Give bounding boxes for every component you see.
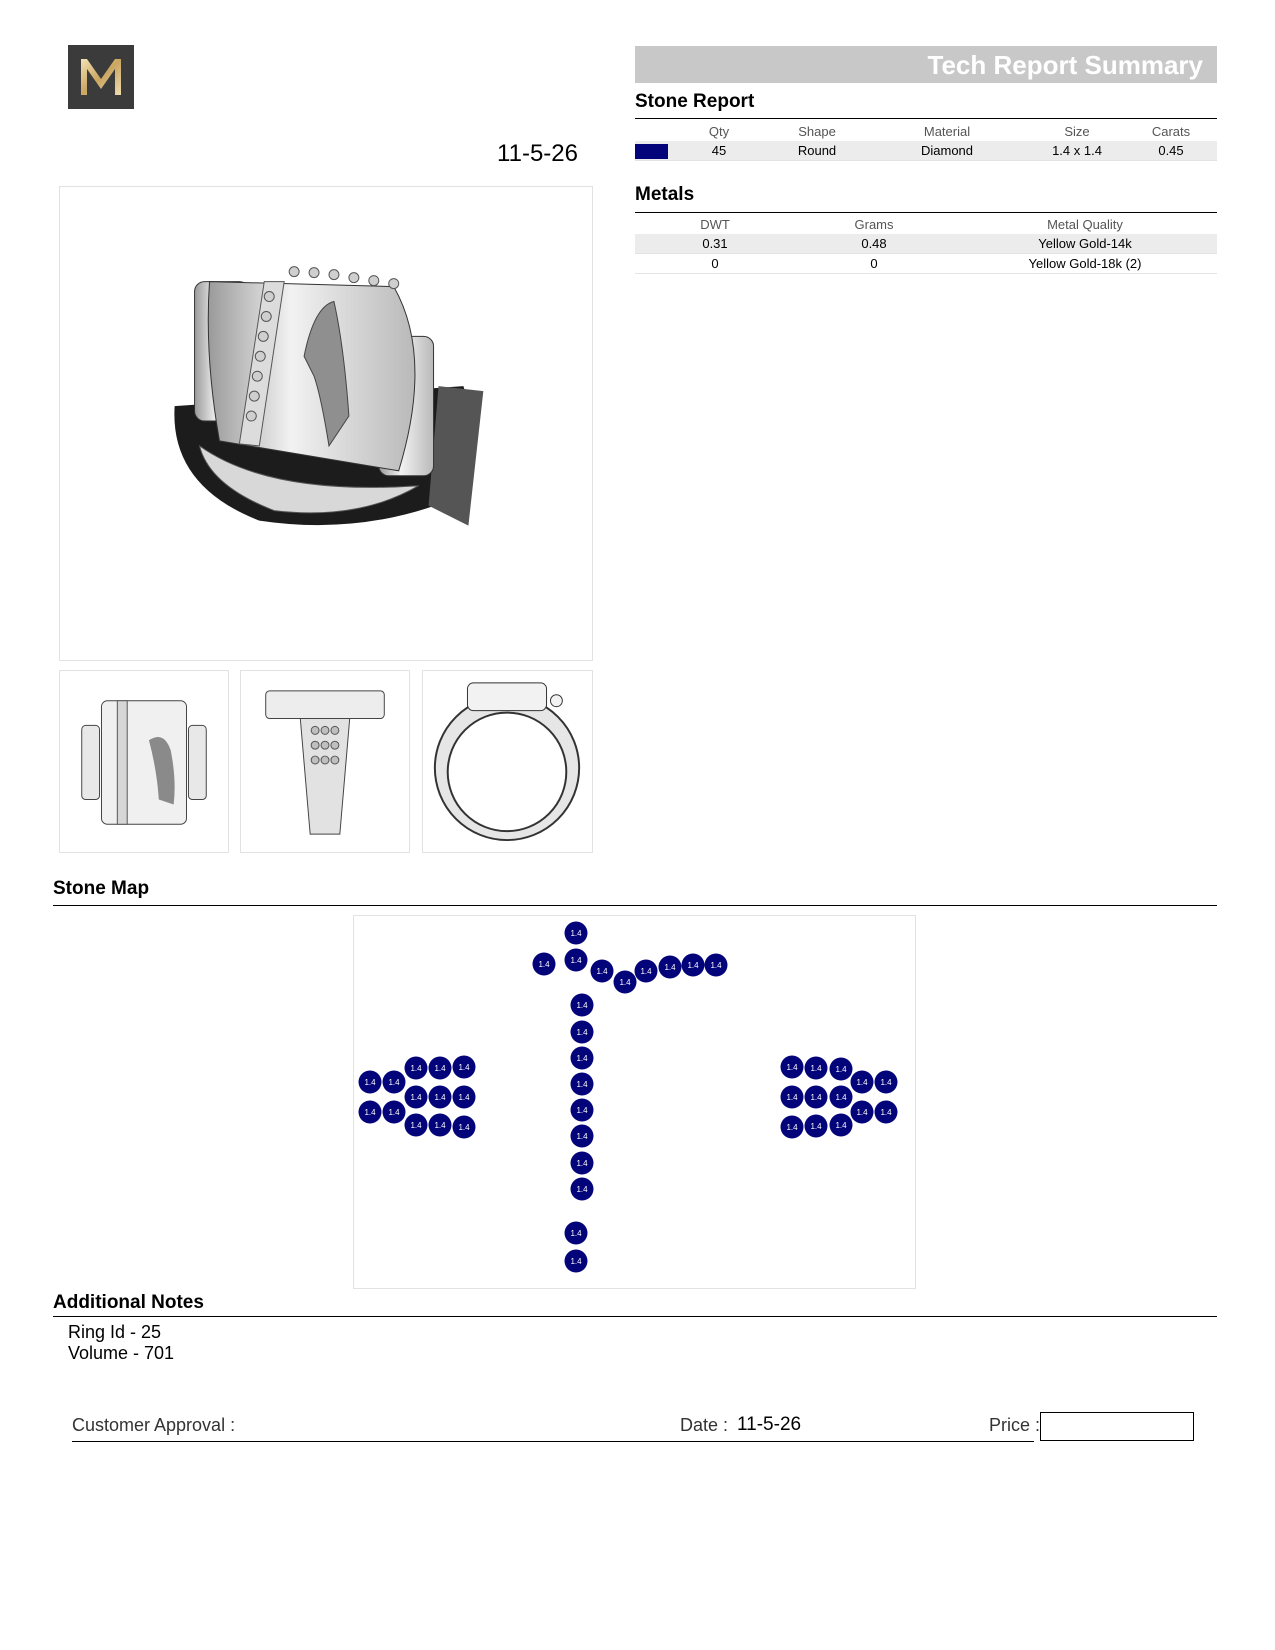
stone-qty: 45	[669, 141, 769, 161]
stone-dot	[614, 971, 637, 994]
stone-dot	[565, 949, 588, 972]
stone-size-label: 1.4	[619, 978, 631, 987]
stone-dot	[591, 960, 614, 983]
stone-dot	[571, 994, 594, 1017]
stone-size-label: 1.4	[880, 1078, 892, 1087]
stone-size-label: 1.4	[856, 1108, 868, 1117]
stone-size-label: 1.4	[856, 1078, 868, 1087]
column-header: DWT	[700, 216, 730, 232]
stone-dot	[565, 922, 588, 945]
customer-approval-label: Customer Approval :	[72, 1415, 236, 1435]
stone-dot	[359, 1101, 382, 1124]
table-row	[635, 141, 1217, 161]
stone-size-label: 1.4	[687, 961, 699, 970]
stone-size-label: 1.4	[576, 1185, 588, 1194]
stone-dot	[682, 954, 705, 977]
stone-size: 1.4 x 1.4	[1029, 141, 1125, 161]
stone-dot	[565, 1222, 588, 1245]
stone-size-label: 1.4	[410, 1121, 422, 1130]
metals-header-row	[635, 214, 1217, 234]
price-field[interactable]	[1040, 1412, 1194, 1441]
stone-dot	[405, 1086, 428, 1109]
stone-size-label: 1.4	[576, 1106, 588, 1115]
stone-dot	[405, 1057, 428, 1080]
approval-date-value: 11-5-26	[737, 1414, 802, 1435]
stone-dot	[571, 1152, 594, 1175]
stone-size-label: 1.4	[810, 1122, 822, 1131]
stone-dot	[359, 1071, 382, 1094]
stone-dot	[571, 1073, 594, 1096]
stone-material: Diamond	[865, 141, 1029, 161]
metal-dwt: 0.31	[635, 234, 795, 254]
stone-dot	[781, 1086, 804, 1109]
metal-grams: 0.48	[795, 234, 953, 254]
stone-dot	[705, 954, 728, 977]
metal-grams: 0	[795, 254, 953, 274]
column-header: Carats	[1151, 123, 1191, 139]
stone-dot	[571, 1047, 594, 1070]
ring-profile-view-image	[422, 670, 593, 853]
stone-size-label: 1.4	[786, 1093, 798, 1102]
stone-dot	[383, 1071, 406, 1094]
column-header: Qty	[708, 123, 730, 139]
column-header: Metal Quality	[1047, 216, 1123, 232]
note-line: Ring Id - 25	[68, 1322, 162, 1342]
metals-title: Metals	[635, 184, 695, 205]
stone-dot	[453, 1086, 476, 1109]
stone-dot	[635, 960, 658, 983]
stone-size-label: 1.4	[880, 1108, 892, 1117]
metals-rule	[635, 212, 1217, 213]
stone-size-label: 1.4	[664, 963, 676, 972]
column-header: Grams	[854, 216, 894, 232]
stone-size-label: 1.4	[710, 961, 722, 970]
stone-dot	[875, 1101, 898, 1124]
stone-dot	[875, 1071, 898, 1094]
stone-map-diagram	[353, 915, 916, 1289]
stone-dot	[405, 1114, 428, 1137]
stone-size-label: 1.4	[538, 960, 550, 969]
stone-size-label: 1.4	[576, 1159, 588, 1168]
stone-dot	[383, 1101, 406, 1124]
stone-color-swatch	[635, 144, 668, 159]
ring-side-view-image	[240, 670, 410, 853]
stone-color-swatch-cell	[635, 141, 669, 161]
stone-dot	[805, 1115, 828, 1138]
column-header: Size	[1064, 123, 1090, 139]
metal-quality: Yellow Gold-14k	[953, 234, 1217, 254]
stone-swatch-header	[635, 121, 669, 141]
stone-size-label: 1.4	[640, 967, 652, 976]
metals-table	[635, 214, 1217, 274]
stone-dot	[571, 1178, 594, 1201]
table-row	[635, 234, 1217, 254]
stone-dot	[533, 953, 556, 976]
ring-front-view-image	[59, 670, 229, 853]
column-header: Shape	[798, 123, 836, 139]
note-line: Volume - 701	[68, 1343, 175, 1363]
stone-dot	[851, 1071, 874, 1094]
stone-shape: Round	[769, 141, 865, 161]
stone-dot	[429, 1057, 452, 1080]
stone-dot	[565, 1250, 588, 1273]
stone-dot	[429, 1114, 452, 1137]
stone-dot	[659, 956, 682, 979]
additional-notes-title: Additional Notes	[53, 1292, 204, 1313]
stone-report-title: Stone Report	[635, 91, 755, 112]
stone-carats: 0.45	[1125, 141, 1217, 161]
stone-size-label: 1.4	[364, 1078, 376, 1087]
approval-date-label: Date :	[680, 1415, 729, 1435]
company-logo	[68, 45, 134, 109]
stone-size-label: 1.4	[458, 1093, 470, 1102]
metal-dwt: 0	[635, 254, 795, 274]
stone-dot	[830, 1086, 853, 1109]
stone-dot	[805, 1057, 828, 1080]
stone-map-title: Stone Map	[53, 878, 150, 899]
additional-notes-text	[68, 1322, 174, 1364]
stone-size-label: 1.4	[835, 1093, 847, 1102]
stone-size-label: 1.4	[434, 1121, 446, 1130]
stone-dot	[830, 1058, 853, 1081]
stone-report-table	[635, 121, 1217, 161]
header-bar	[635, 46, 1217, 83]
stone-dot	[571, 1099, 594, 1122]
price-label: Price :	[989, 1415, 1041, 1435]
stone-size-label: 1.4	[786, 1063, 798, 1072]
stone-dot	[571, 1021, 594, 1044]
stone-dot	[830, 1114, 853, 1137]
stone-dot	[453, 1116, 476, 1139]
stone-size-label: 1.4	[410, 1064, 422, 1073]
metal-quality: Yellow Gold-18k (2)	[953, 254, 1217, 274]
stone-size-label: 1.4	[458, 1123, 470, 1132]
stone-size-label: 1.4	[576, 1054, 588, 1063]
report-date: 11-5-26	[497, 140, 578, 167]
stone-size-label: 1.4	[458, 1063, 470, 1072]
stone-size-label: 1.4	[786, 1123, 798, 1132]
table-row	[635, 254, 1217, 274]
stone-size-label: 1.4	[835, 1121, 847, 1130]
signature-line[interactable]	[72, 1441, 1034, 1442]
stone-size-label: 1.4	[576, 1132, 588, 1141]
stone-dot	[571, 1125, 594, 1148]
stone-report-rule	[635, 118, 1217, 119]
stone-size-label: 1.4	[570, 1257, 582, 1266]
stone-size-label: 1.4	[596, 967, 608, 976]
stone-dot	[781, 1116, 804, 1139]
stone-dot	[805, 1086, 828, 1109]
stone-size-label: 1.4	[434, 1093, 446, 1102]
stone-size-label: 1.4	[810, 1093, 822, 1102]
stone-size-label: 1.4	[576, 1028, 588, 1037]
stone-size-label: 1.4	[364, 1108, 376, 1117]
stone-size-label: 1.4	[388, 1108, 400, 1117]
stone-size-label: 1.4	[570, 1229, 582, 1238]
stone-map-rule	[53, 905, 1217, 906]
additional-notes-rule	[53, 1316, 1217, 1317]
stone-size-label: 1.4	[576, 1001, 588, 1010]
stone-size-label: 1.4	[570, 956, 582, 965]
stone-size-label: 1.4	[570, 929, 582, 938]
stone-dot	[429, 1086, 452, 1109]
stone-dot	[781, 1056, 804, 1079]
stone-dot	[851, 1101, 874, 1124]
stone-size-label: 1.4	[835, 1065, 847, 1074]
stone-size-label: 1.4	[576, 1080, 588, 1089]
report-title: Tech Report Summary	[927, 50, 1203, 80]
stone-dot	[453, 1056, 476, 1079]
stone-size-label: 1.4	[810, 1064, 822, 1073]
column-header: Material	[923, 123, 971, 139]
ring-main-view-image	[59, 186, 593, 661]
stone-size-label: 1.4	[434, 1064, 446, 1073]
stone-report-header-row	[635, 121, 1217, 141]
stone-size-label: 1.4	[410, 1093, 422, 1102]
stone-size-label: 1.4	[388, 1078, 400, 1087]
